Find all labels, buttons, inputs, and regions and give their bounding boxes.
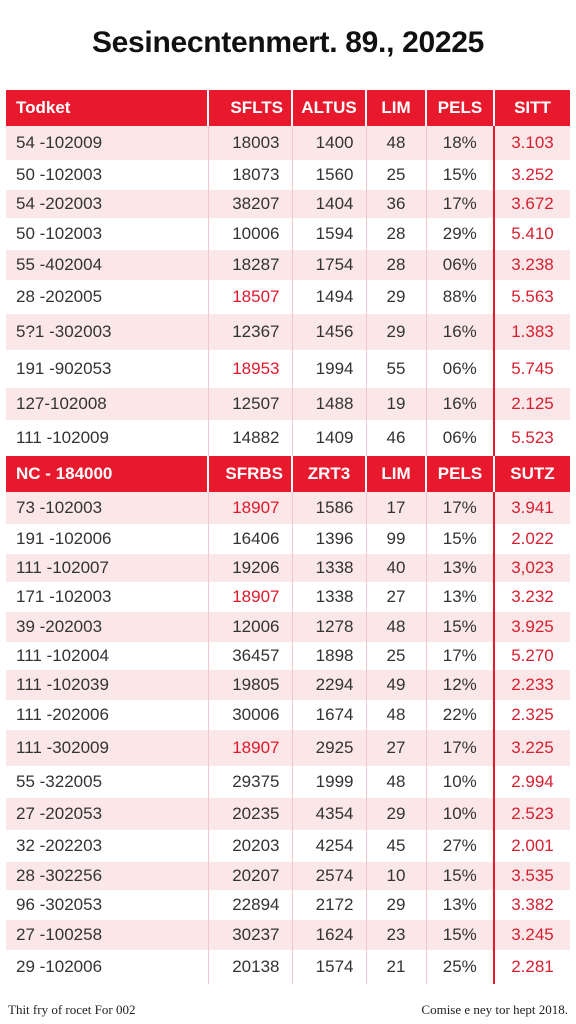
table-cell: 13% (426, 554, 494, 582)
table-cell: 1338 (292, 582, 366, 612)
table-cell: 49 (366, 670, 426, 700)
column-header: ZRT3 (292, 456, 366, 492)
table-row (6, 730, 570, 766)
table-cell: 111 -102007 (6, 554, 208, 582)
table-cell: 1999 (292, 766, 366, 798)
table-row (6, 420, 570, 456)
table-cell: 15% (426, 160, 494, 190)
table-cell: 2.022 (494, 524, 570, 554)
table-cell: 38207 (208, 190, 292, 218)
table-cell: 27 -100258 (6, 920, 208, 950)
table-cell: 12507 (208, 388, 292, 420)
table-cell: 18507 (208, 280, 292, 314)
table-cell: 111 -202006 (6, 700, 208, 730)
table-cell: 25 (366, 160, 426, 190)
table-cell: 1404 (292, 190, 366, 218)
table-cell: 23 (366, 920, 426, 950)
table-cell: 18907 (208, 492, 292, 524)
table-cell: 3.925 (494, 612, 570, 642)
table-cell: 36 (366, 190, 426, 218)
column-header: LIM (366, 456, 426, 492)
table-cell: 14882 (208, 420, 292, 456)
table-cell: 3.238 (494, 250, 570, 280)
header-row (6, 456, 570, 492)
table-cell: 73 -102003 (6, 492, 208, 524)
table-cell: 2.281 (494, 950, 570, 984)
table-row (6, 920, 570, 950)
table-cell: 4354 (292, 798, 366, 830)
table-cell: 39 -202003 (6, 612, 208, 642)
table-cell: 3,023 (494, 554, 570, 582)
table-cell: 50 -102003 (6, 160, 208, 190)
table-cell: 99 (366, 524, 426, 554)
footer-note-right: Comise e ney tor hept 2018. (421, 1002, 568, 1017)
table-cell: 2574 (292, 862, 366, 890)
table-cell: 5.745 (494, 350, 570, 388)
table-cell: 1674 (292, 700, 366, 730)
table-cell: 06% (426, 250, 494, 280)
table-row (6, 830, 570, 862)
table-cell: 3.225 (494, 730, 570, 766)
table-cell: 54 -202003 (6, 190, 208, 218)
table-cell: 3.245 (494, 920, 570, 950)
table-cell: 88% (426, 280, 494, 314)
table-row (6, 388, 570, 420)
table-cell: 2925 (292, 730, 366, 766)
table-row (6, 642, 570, 670)
table-cell: 111 -302009 (6, 730, 208, 766)
header-row (6, 90, 570, 126)
table-cell: 15% (426, 612, 494, 642)
table-cell: 1586 (292, 492, 366, 524)
table-row (6, 670, 570, 700)
table-row (6, 766, 570, 798)
table-cell: 12367 (208, 314, 292, 350)
table-cell: 29375 (208, 766, 292, 798)
table-cell: 191 -102006 (6, 524, 208, 554)
table-cell: 21 (366, 950, 426, 984)
column-header: SFLTS (208, 90, 292, 126)
table-cell: 20138 (208, 950, 292, 984)
table-cell: 15% (426, 862, 494, 890)
table-row (6, 250, 570, 280)
table-cell: 12% (426, 670, 494, 700)
table-cell: 30237 (208, 920, 292, 950)
table-cell: 18% (426, 126, 494, 160)
table-cell: 25% (426, 950, 494, 984)
table-cell: 28 (366, 250, 426, 280)
table-row (6, 160, 570, 190)
table-cell: 1898 (292, 642, 366, 670)
table-cell: 3.672 (494, 190, 570, 218)
table-cell: 10% (426, 766, 494, 798)
table-cell: 29 (366, 798, 426, 830)
table-row (6, 612, 570, 642)
table-cell: 30006 (208, 700, 292, 730)
table-cell: 22% (426, 700, 494, 730)
table-cell: 2.125 (494, 388, 570, 420)
table-cell: 1560 (292, 160, 366, 190)
table-cell: 50 -102003 (6, 218, 208, 250)
table-cell: 18907 (208, 582, 292, 612)
table-cell: 55 -322005 (6, 766, 208, 798)
table-cell: 55 (366, 350, 426, 388)
table-cell: 5.270 (494, 642, 570, 670)
table-row (6, 862, 570, 890)
table-cell: 1594 (292, 218, 366, 250)
footer-note-left: Thit fry of rocet For 002 (8, 1002, 136, 1017)
table-row (6, 314, 570, 350)
table-row (6, 582, 570, 612)
table-cell: 5.563 (494, 280, 570, 314)
table-cell: 1754 (292, 250, 366, 280)
table-cell: 17% (426, 190, 494, 218)
table-cell: 3.941 (494, 492, 570, 524)
table-cell: 2294 (292, 670, 366, 700)
table-cell: 96 -302053 (6, 890, 208, 920)
table-cell: 27 (366, 730, 426, 766)
table-row (6, 524, 570, 554)
table-cell: 17% (426, 492, 494, 524)
table-cell: 15% (426, 920, 494, 950)
table-cell: 16% (426, 388, 494, 420)
table-row (6, 700, 570, 730)
table-cell: 25 (366, 642, 426, 670)
table-body (6, 90, 570, 984)
table-cell: 1338 (292, 554, 366, 582)
table-row (6, 190, 570, 218)
table-cell: 27% (426, 830, 494, 862)
table-cell: 36457 (208, 642, 292, 670)
table-cell: 10% (426, 798, 494, 830)
table-cell: 1.383 (494, 314, 570, 350)
table-cell: 17 (366, 492, 426, 524)
table-cell: 111 -102009 (6, 420, 208, 456)
table-cell: 1488 (292, 388, 366, 420)
table-cell: 2.233 (494, 670, 570, 700)
column-header: NC - 184000 (6, 456, 208, 492)
table-cell: 5.523 (494, 420, 570, 456)
column-header: SITT (494, 90, 570, 126)
table-cell: 1396 (292, 524, 366, 554)
table-cell: 48 (366, 766, 426, 798)
table-row (6, 798, 570, 830)
table-cell: 06% (426, 420, 494, 456)
table-cell: 18003 (208, 126, 292, 160)
table-cell: 3.103 (494, 126, 570, 160)
table-cell: 111 -102004 (6, 642, 208, 670)
data-table (6, 90, 570, 984)
column-header: SUTZ (494, 456, 570, 492)
table-cell: 18287 (208, 250, 292, 280)
table-cell: 28 -302256 (6, 862, 208, 890)
table-cell: 1624 (292, 920, 366, 950)
table-cell: 18073 (208, 160, 292, 190)
table-cell: 45 (366, 830, 426, 862)
table-cell: 29 (366, 890, 426, 920)
table-cell: 2.523 (494, 798, 570, 830)
column-header: Todket (6, 90, 208, 126)
table-cell: 28 -202005 (6, 280, 208, 314)
column-header: PELS (426, 90, 494, 126)
table-cell: 40 (366, 554, 426, 582)
table-cell: 1494 (292, 280, 366, 314)
table-cell: 15% (426, 524, 494, 554)
table-cell: 28 (366, 218, 426, 250)
table-cell: 2172 (292, 890, 366, 920)
table-cell: 1278 (292, 612, 366, 642)
table-cell: 5.410 (494, 218, 570, 250)
table-cell: 55 -402004 (6, 250, 208, 280)
table-cell: 3.535 (494, 862, 570, 890)
table-cell: 27 (366, 582, 426, 612)
table-cell: 18907 (208, 730, 292, 766)
table-cell: 48 (366, 126, 426, 160)
table-cell: 48 (366, 700, 426, 730)
table-cell: 20235 (208, 798, 292, 830)
table-cell: 17% (426, 642, 494, 670)
table-cell: 127-102008 (6, 388, 208, 420)
page-title: Sesinecntenmert. 89., 20225 (91, 26, 485, 59)
table-row (6, 950, 570, 984)
table-cell: 16406 (208, 524, 292, 554)
table-cell: 10006 (208, 218, 292, 250)
table-row (6, 890, 570, 920)
table-row (6, 218, 570, 250)
table-cell: 29 (366, 280, 426, 314)
table-cell: 27 -202053 (6, 798, 208, 830)
table-cell: 191 -902053 (6, 350, 208, 388)
table-row (6, 554, 570, 582)
table-cell: 29% (426, 218, 494, 250)
table-cell: 2.994 (494, 766, 570, 798)
table-cell: 13% (426, 582, 494, 612)
table-cell: 20207 (208, 862, 292, 890)
table-cell: 3.252 (494, 160, 570, 190)
table-cell: 29 (366, 314, 426, 350)
table-cell: 3.382 (494, 890, 570, 920)
column-header: PELS (426, 456, 494, 492)
table-cell: 12006 (208, 612, 292, 642)
table-cell: 4254 (292, 830, 366, 862)
table-cell: 1409 (292, 420, 366, 456)
table-cell: 48 (366, 612, 426, 642)
table-cell: 3.232 (494, 582, 570, 612)
table-cell: 06% (426, 350, 494, 388)
column-header: LIM (366, 90, 426, 126)
table-cell: 111 -102039 (6, 670, 208, 700)
table-cell: 18953 (208, 350, 292, 388)
table-cell: 1456 (292, 314, 366, 350)
table-cell: 29 -102006 (6, 950, 208, 984)
table-cell: 54 -102009 (6, 126, 208, 160)
table-cell: 1994 (292, 350, 366, 388)
table-cell: 22894 (208, 890, 292, 920)
table-cell: 20203 (208, 830, 292, 862)
table-cell: 19206 (208, 554, 292, 582)
table-cell: 19805 (208, 670, 292, 700)
table-cell: 5?1 -302003 (6, 314, 208, 350)
table-row (6, 126, 570, 160)
table-cell: 171 -102003 (6, 582, 208, 612)
table-cell: 2.001 (494, 830, 570, 862)
column-header: ALTUS (292, 90, 366, 126)
column-header: SFRBS (208, 456, 292, 492)
table-cell: 1574 (292, 950, 366, 984)
table-cell: 13% (426, 890, 494, 920)
table-row (6, 492, 570, 524)
table-cell: 19 (366, 388, 426, 420)
table-cell: 46 (366, 420, 426, 456)
table-cell: 16% (426, 314, 494, 350)
table-cell: 1400 (292, 126, 366, 160)
table-cell: 17% (426, 730, 494, 766)
table-cell: 32 -202203 (6, 830, 208, 862)
table-row (6, 350, 570, 388)
table-cell: 2.325 (494, 700, 570, 730)
table-cell: 10 (366, 862, 426, 890)
table-row (6, 280, 570, 314)
